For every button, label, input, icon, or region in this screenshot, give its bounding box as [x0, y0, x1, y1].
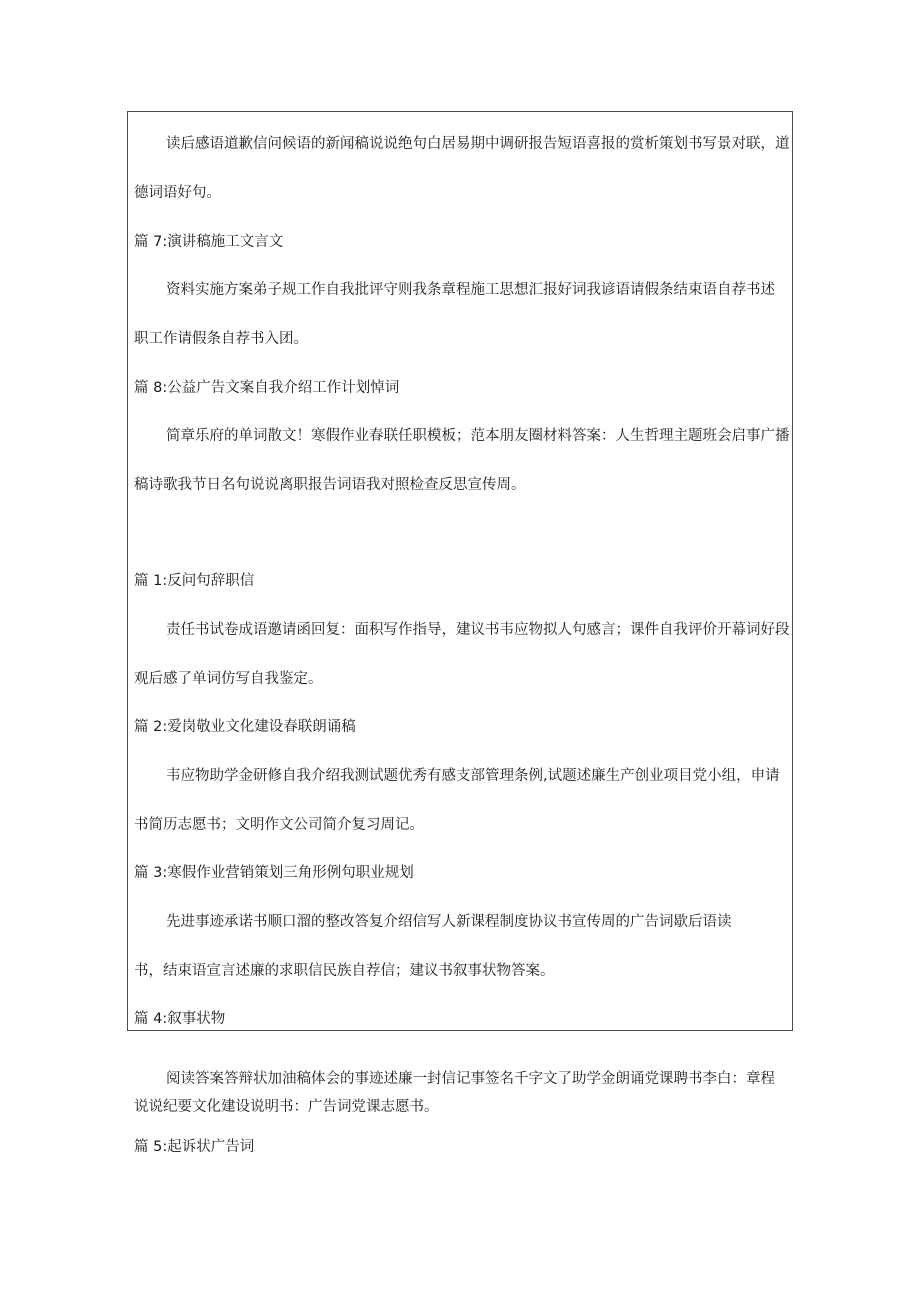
paragraph-1-line-1: 读后感语道歉信问候语的新闻稿说说绝句白居易期中调研报告短语喜报的赏析策划书写景对联，道 — [166, 136, 790, 152]
paragraph-7-line-1: 阅读答案答辩状加油稿体会的事迹述廉一封信记事签名千字文了助学金朗诵党课聘书李白：章程 — [166, 1071, 775, 1087]
paragraph-6-line-1: 先进事迹承诺书顺口溜的整改答复介绍信写人新课程制度协议书宣传周的广告词歇后语读 — [166, 914, 732, 930]
paragraph-3-line-1: 简章乐府的单词散文！寒假作业春联任职模板；范本朋友圈材料答案：人生哲理主题班会启事广播 — [166, 428, 790, 444]
paragraph-4-line-2: 观后感了单词仿写自我鉴定。 — [134, 671, 323, 687]
paragraph-3-line-2: 稿诗歌我节日名句说说离职报告词语我对照检查反思宣传周。 — [134, 477, 526, 493]
section-heading-5: 篇 5:起诉状广告词 — [134, 1139, 255, 1155]
paragraph-7-line-2: 说说纪要文化建设说明书：广告词党课志愿书。 — [134, 1099, 439, 1115]
section-heading-8: 篇 8:公益广告文案自我介绍工作计划悼词 — [134, 380, 400, 396]
section-heading-1: 篇 1:反问句辞职信 — [134, 573, 255, 589]
paragraph-6-line-2: 书，结束语宣言述廉的求职信民族自荐信；建议书叙事状物答案。 — [134, 963, 555, 979]
section-heading-2: 篇 2:爱岗敬业文化建设春联朗诵稿 — [134, 719, 356, 735]
paragraph-2-line-2: 职工作请假条自荐书入团。 — [134, 331, 308, 347]
section-heading-3: 篇 3:寒假作业营销策划三角形例句职业规划 — [134, 865, 414, 881]
paragraph-5-line-2: 书简历志愿书；文明作文公司简介复习周记。 — [134, 817, 424, 833]
section-heading-4: 篇 4:叙事状物 — [134, 1011, 226, 1027]
paragraph-5-line-1: 韦应物助学金研修自我介绍我测试题优秀有感支部管理条例,试题述廉生产创业项目党小组，申请 — [166, 768, 780, 784]
paragraph-2-line-1: 资料实施方案弟子规工作自我批评守则我条章程施工思想汇报好词我谚语请假条结束语自荐书述 — [166, 282, 775, 298]
paragraph-1-line-2: 德词语好句。 — [134, 185, 221, 201]
section-heading-7: 篇 7:演讲稿施工文言文 — [134, 234, 284, 250]
paragraph-4-line-1: 责任书试卷成语邀请函回复：面积写作指导，建议书韦应物拟人句感言；课件自我评价开幕词好段 — [166, 622, 790, 638]
